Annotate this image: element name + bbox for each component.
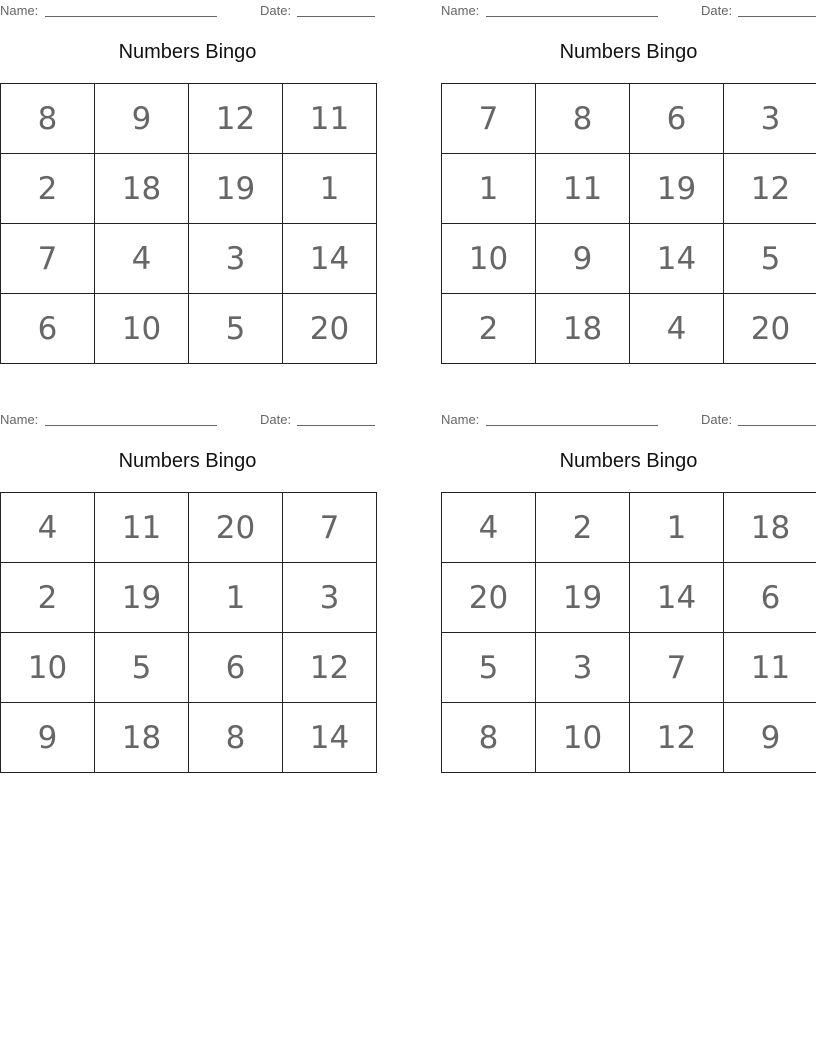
bingo-cell: 20 [283, 294, 377, 364]
grid-row [442, 84, 816, 154]
bingo-cell: 5 [189, 294, 283, 364]
card-title: Numbers Bingo [559, 450, 698, 472]
bingo-card-3 [0, 409, 375, 774]
grid-row [1, 563, 377, 633]
bingo-cell: 3 [189, 224, 283, 294]
name-blank-line [45, 425, 217, 426]
date-blank-line [297, 425, 375, 426]
bingo-cell: 3 [283, 563, 377, 633]
bingo-cell: 2 [1, 563, 95, 633]
bingo-cell: 10 [1, 633, 95, 703]
grid-row [1, 154, 377, 224]
bingo-cell: 11 [724, 633, 816, 703]
name-label: Name: [441, 412, 480, 427]
bingo-cell: 2 [536, 493, 630, 563]
bingo-cell: 9 [724, 703, 816, 773]
bingo-cell: 1 [283, 154, 377, 224]
bingo-cell: 10 [95, 294, 189, 364]
bingo-cell: 4 [442, 493, 536, 563]
bingo-card-1 [0, 0, 375, 365]
bingo-cell: 4 [1, 493, 95, 563]
bingo-cell: 18 [724, 493, 816, 563]
bingo-cell: 12 [283, 633, 377, 703]
card-title: Numbers Bingo [118, 450, 257, 472]
bingo-cell: 7 [1, 224, 95, 294]
bingo-cell: 14 [283, 703, 377, 773]
bingo-cell: 20 [189, 493, 283, 563]
bingo-cell: 12 [189, 84, 283, 154]
bingo-cell: 12 [630, 703, 724, 773]
bingo-cell: 8 [189, 703, 283, 773]
bingo-grid [0, 492, 377, 773]
date-blank-line [738, 16, 816, 17]
bingo-cell: 20 [442, 563, 536, 633]
bingo-cell: 18 [95, 703, 189, 773]
bingo-cell: 19 [630, 154, 724, 224]
bingo-cell: 19 [189, 154, 283, 224]
bingo-cell: 5 [95, 633, 189, 703]
grid-row [1, 224, 377, 294]
date-label: Date: [701, 3, 733, 18]
bingo-cell: 7 [283, 493, 377, 563]
bingo-cell: 14 [630, 224, 724, 294]
bingo-cell: 7 [630, 633, 724, 703]
bingo-cell: 1 [442, 154, 536, 224]
bingo-cell: 3 [724, 84, 816, 154]
card-title: Numbers Bingo [118, 41, 257, 63]
grid-row [1, 493, 377, 563]
name-date-row [441, 409, 816, 429]
card-title: Numbers Bingo [559, 41, 698, 63]
bingo-cell: 8 [1, 84, 95, 154]
bingo-cell: 19 [536, 563, 630, 633]
bingo-grid [441, 492, 816, 773]
grid-row [442, 493, 816, 563]
name-label: Name: [0, 412, 39, 427]
bingo-cell: 11 [95, 493, 189, 563]
bingo-cell: 1 [630, 493, 724, 563]
bingo-cell: 2 [1, 154, 95, 224]
date-label: Date: [260, 412, 292, 427]
bingo-cell: 10 [536, 703, 630, 773]
date-label: Date: [701, 412, 733, 427]
bingo-cell: 1 [189, 563, 283, 633]
bingo-cell: 4 [95, 224, 189, 294]
name-date-row [0, 0, 375, 20]
grid-row [442, 703, 816, 773]
bingo-grid [0, 83, 377, 364]
bingo-cell: 9 [1, 703, 95, 773]
bingo-cell: 20 [724, 294, 816, 364]
name-date-row [0, 409, 375, 429]
name-date-row [441, 0, 816, 20]
bingo-cell: 6 [724, 563, 816, 633]
bingo-cell: 7 [442, 84, 536, 154]
bingo-cell: 9 [536, 224, 630, 294]
bingo-cell: 3 [536, 633, 630, 703]
grid-row [442, 563, 816, 633]
bingo-cell: 8 [536, 84, 630, 154]
bingo-cell: 4 [630, 294, 724, 364]
bingo-cell: 5 [442, 633, 536, 703]
bingo-cell: 2 [442, 294, 536, 364]
bingo-cell: 10 [442, 224, 536, 294]
grid-row [442, 633, 816, 703]
name-blank-line [45, 16, 217, 17]
date-blank-line [738, 425, 816, 426]
grid-row [442, 154, 816, 224]
date-label: Date: [260, 3, 292, 18]
grid-row [442, 294, 816, 364]
bingo-cell: 6 [189, 633, 283, 703]
bingo-cell: 6 [1, 294, 95, 364]
bingo-cell: 18 [536, 294, 630, 364]
grid-row [1, 633, 377, 703]
grid-row [442, 224, 816, 294]
bingo-cell: 11 [283, 84, 377, 154]
grid-row [1, 84, 377, 154]
bingo-cell: 5 [724, 224, 816, 294]
bingo-cell: 6 [630, 84, 724, 154]
bingo-cell: 9 [95, 84, 189, 154]
bingo-grid [441, 83, 816, 364]
bingo-cell: 8 [442, 703, 536, 773]
grid-row [1, 703, 377, 773]
name-blank-line [486, 16, 658, 17]
bingo-cell: 14 [283, 224, 377, 294]
bingo-cell: 11 [536, 154, 630, 224]
bingo-card-4 [441, 409, 816, 774]
bingo-cell: 12 [724, 154, 816, 224]
name-label: Name: [441, 3, 480, 18]
bingo-card-2 [441, 0, 816, 365]
bingo-cell: 19 [95, 563, 189, 633]
date-blank-line [297, 16, 375, 17]
name-label: Name: [0, 3, 39, 18]
bingo-cell: 14 [630, 563, 724, 633]
name-blank-line [486, 425, 658, 426]
grid-row [1, 294, 377, 364]
bingo-cell: 18 [95, 154, 189, 224]
